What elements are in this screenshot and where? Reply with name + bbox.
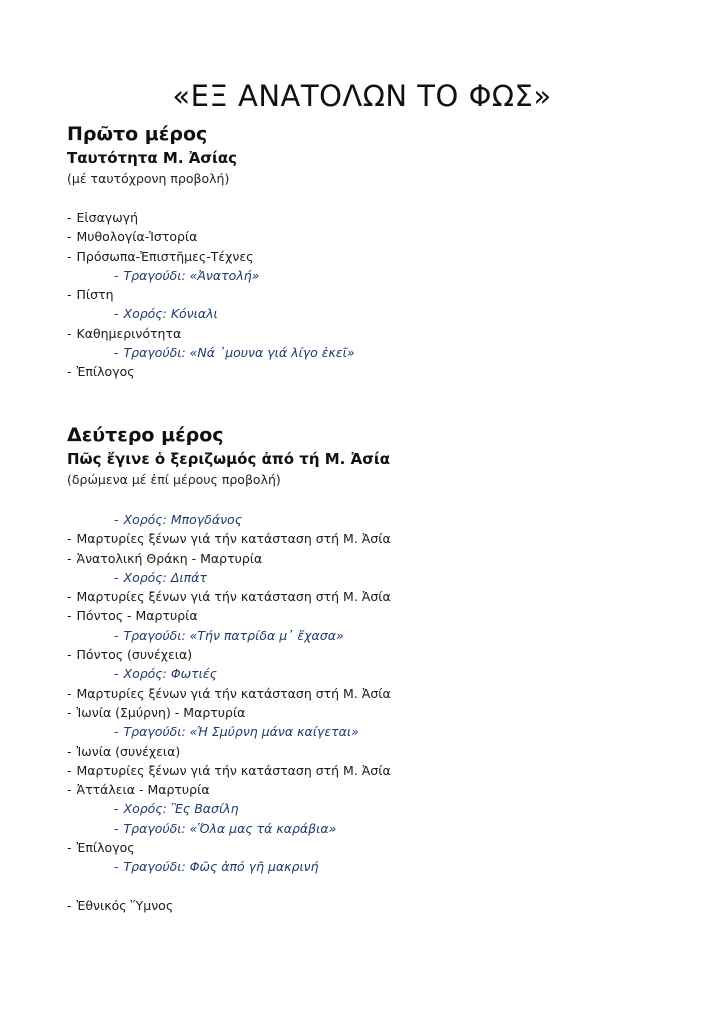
list-dash: - [67, 608, 72, 624]
section-item [67, 362, 355, 381]
performance-item [67, 819, 391, 838]
performance-item [67, 857, 391, 876]
performance-item [67, 626, 391, 645]
section-item [67, 684, 391, 703]
item-text: Πόντος - Μαρτυρία [76, 608, 198, 624]
part-note: (μέ ταυτόχρονη προβολή) [67, 171, 230, 186]
performance-item [67, 343, 355, 362]
list-dash: - [67, 685, 72, 701]
item-text: Μαρτυρίες ξένων γιά τήν κατάσταση στή Μ. Ἀσία [76, 762, 391, 778]
performance-item [67, 799, 391, 818]
list-dash: - [114, 512, 119, 527]
item-text: Τραγούδι: «Ἡ Σμύρνη μάνα καίγεται» [123, 724, 359, 740]
section-item [67, 645, 391, 664]
list-dash: - [67, 229, 72, 245]
item-text: Ἐπίλογος [76, 840, 135, 856]
list-dash: - [67, 589, 72, 605]
item-text: Ἀττάλεια - Μαρτυρία [76, 782, 210, 798]
performance-item [67, 510, 391, 529]
list-dash: - [67, 210, 72, 225]
section-item [67, 838, 391, 857]
item-text: Πρόσωπα-Ἐπιστῆμες-Τέχνες [76, 248, 254, 264]
item-text: Πόντος (συνέχεια) [76, 647, 193, 663]
list-dash: - [67, 647, 72, 663]
section-item [67, 208, 355, 227]
section-item [67, 549, 391, 568]
part-subtitle: Ταυτότητα Μ. Ἀσίας [67, 149, 238, 167]
part-one [67, 122, 355, 382]
performance-item [67, 722, 391, 741]
section-item [67, 227, 355, 246]
section-item [67, 324, 355, 343]
part-two [67, 423, 391, 915]
list-dash: - [67, 743, 72, 759]
item-text: Χορός: Κόνιαλι [123, 306, 218, 322]
section-item [67, 896, 391, 915]
item-text: Μαρτυρίες ξένων γιά τήν κατάσταση στή Μ. Ἀσία [76, 589, 391, 605]
item-text: Μαρτυρίες ξένων γιά τήν κατάσταση στή Μ. Ἀσία [76, 531, 391, 547]
item-text: Μαρτυρίες ξένων γιά τήν κατάσταση στή Μ. Ἀσία [76, 685, 391, 701]
item-text: Ἰωνία (συνέχεια) [76, 743, 181, 759]
item-text: Εἰσαγωγή [76, 210, 138, 225]
item-text: Τραγούδι: «Νά ᾽μουνα γιά λίγο ἐκεῖ» [123, 345, 355, 361]
list-dash: - [67, 287, 72, 303]
list-dash: - [114, 627, 119, 643]
section-item [67, 742, 391, 761]
list-dash: - [114, 801, 119, 817]
item-text: Χορός: Φωτιές [123, 666, 217, 682]
list-dash: - [114, 666, 119, 682]
list-dash: - [67, 364, 72, 380]
list-dash: - [67, 704, 72, 720]
item-text: Πίστη [76, 287, 114, 303]
list-dash: - [114, 724, 119, 740]
list-dash: - [114, 306, 119, 322]
list-spacer [67, 877, 391, 896]
list-dash: - [67, 762, 72, 778]
performance-item [67, 568, 391, 587]
list-dash: - [67, 840, 72, 856]
program-list [67, 208, 355, 382]
list-dash: - [67, 248, 72, 264]
list-dash: - [114, 345, 119, 361]
list-dash: - [67, 897, 72, 913]
section-item [67, 285, 355, 304]
part-heading: Πρῶτο μέρος [67, 123, 208, 145]
section-item [67, 761, 391, 780]
list-dash: - [67, 550, 72, 566]
item-text: Τραγούδι: «Ὅλα μας τά καράβια» [123, 820, 337, 836]
item-text: Μυθολογία-Ἱστορία [76, 229, 198, 245]
item-text: Ἰωνία (Σμύρνη) - Μαρτυρία [76, 704, 246, 720]
item-text: Ἐπίλογος [76, 364, 135, 380]
page-title: «ΕΞ ΑΝΑΤΟΛΩΝ ΤΟ ΦΩΣ» [172, 79, 552, 114]
list-dash: - [114, 569, 119, 585]
part-heading: Δεύτερο μέρος [67, 424, 224, 446]
item-text: Τραγούδι: Φῶς ἀπό γῆ μακρινή [123, 859, 319, 875]
part-note: (δρώμενα μέ ἐπί μέρους προβολή) [67, 472, 281, 487]
list-dash: - [114, 820, 119, 836]
item-text: Χορός: Ἒς Βασίλη [123, 801, 239, 817]
item-text: Χορός: Διπάτ [123, 569, 207, 585]
performance-item [67, 664, 391, 683]
section-item [67, 247, 355, 266]
performance-item [67, 304, 355, 323]
list-dash: - [67, 531, 72, 547]
list-dash: - [67, 782, 72, 798]
section-item [67, 780, 391, 799]
list-dash: - [114, 859, 119, 875]
program-list [67, 510, 391, 915]
list-dash: - [67, 325, 72, 341]
performance-item [67, 266, 355, 285]
section-item [67, 587, 391, 606]
item-text: Ἐθνικός Ὕμνος [76, 897, 174, 913]
item-text: Ἀνατολική Θράκη - Μαρτυρία [76, 550, 263, 566]
item-text: Τραγούδι: «Τήν πατρίδα μ᾽ ἔχασα» [123, 627, 344, 643]
section-item [67, 703, 391, 722]
section-item [67, 606, 391, 625]
list-dash: - [114, 267, 119, 283]
item-text: Χορός: Μπογδάνος [123, 512, 243, 527]
part-subtitle: Πῶς ἔγινε ὁ ξεριζωμός ἀπό τή Μ. Ἀσία [67, 450, 391, 468]
item-text: Τραγούδι: «Ἀνατολή» [123, 267, 260, 283]
section-item [67, 529, 391, 548]
item-text: Καθημερινότητα [76, 325, 182, 341]
